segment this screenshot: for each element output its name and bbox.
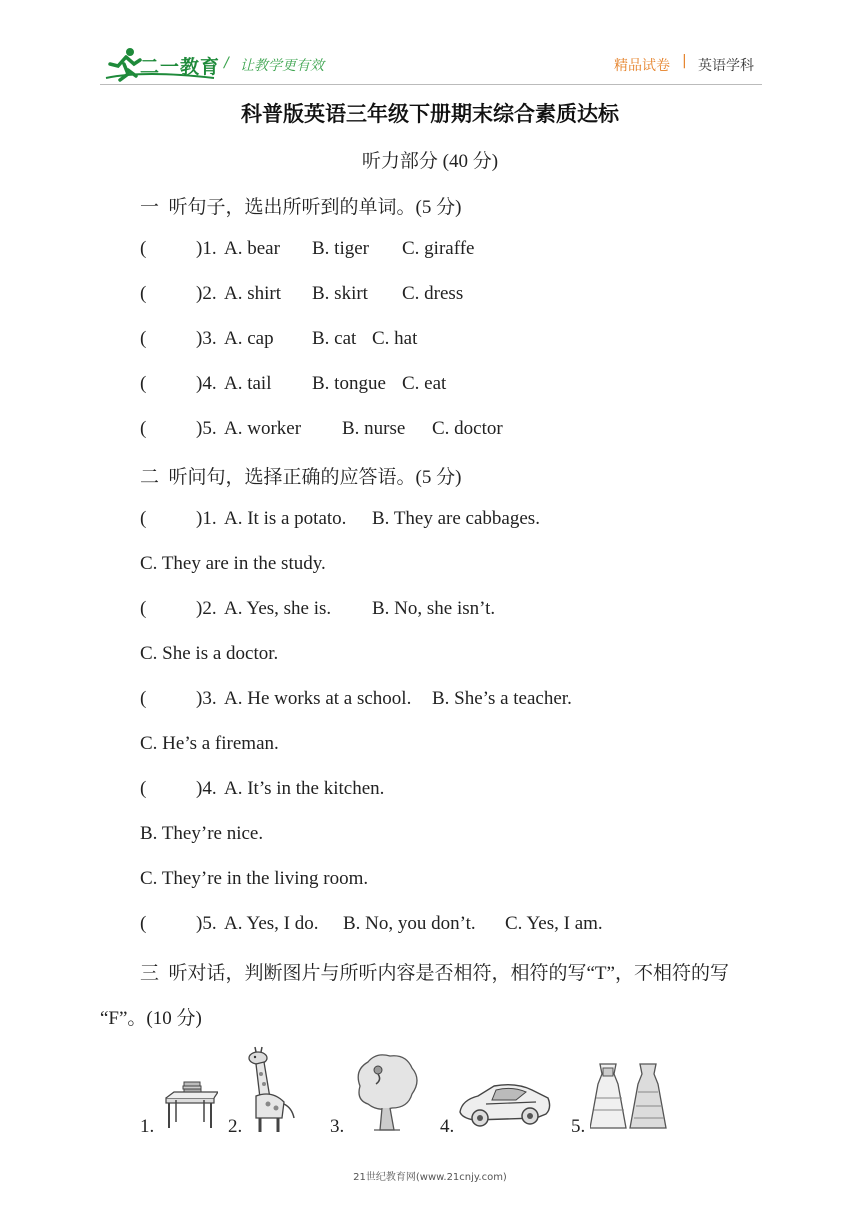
- option-a: A. worker: [224, 418, 302, 439]
- question-number: )5.: [196, 418, 217, 439]
- picture-label-5: 5.: [571, 1116, 586, 1137]
- section2-heading: 二 听问句，选择正确的应答语。(5 分): [140, 467, 462, 488]
- picture-label-3: 3.: [330, 1116, 345, 1137]
- slogan-separator: /: [224, 55, 229, 71]
- option-c: C. hat: [372, 328, 418, 349]
- section3-heading-line2: “F”。(10 分): [100, 1008, 202, 1029]
- dresses-icon: [590, 1062, 668, 1132]
- option-b: B. They’re nice.: [140, 823, 264, 844]
- question-number: )1.: [196, 508, 217, 529]
- slogan: 让教学更有效: [240, 58, 324, 74]
- option-b: B. cat: [312, 328, 357, 349]
- page-subtitle: 听力部分 (40 分): [361, 151, 499, 172]
- question-number: )3.: [196, 688, 217, 709]
- option-b: B. They are cabbages.: [372, 508, 540, 529]
- tag-premium: 精品试卷: [614, 58, 670, 74]
- option-a: A. Yes, I do.: [224, 913, 319, 934]
- option-b: B. She’s a teacher.: [432, 688, 572, 709]
- paren: (: [140, 688, 147, 709]
- option-a: A. He works at a school.: [224, 688, 412, 709]
- page-title: 科普版英语三年级下册期末综合素质达标: [241, 102, 619, 126]
- giraffe-icon: [242, 1046, 300, 1134]
- tree-with-monkey-icon: [352, 1050, 422, 1134]
- logo-text: 二一教育: [140, 56, 221, 78]
- question-number: )4.: [196, 778, 217, 799]
- option-a: A. It’s in the kitchen.: [224, 778, 385, 799]
- picture-label-1: 1.: [140, 1116, 155, 1137]
- option-c: C. He’s a fireman.: [140, 733, 279, 754]
- paren: (: [140, 328, 147, 349]
- option-c: C. eat: [402, 373, 447, 394]
- option-b: B. tongue: [312, 373, 386, 394]
- option-a: A. bear: [224, 238, 280, 259]
- picture-label-2: 2.: [228, 1116, 243, 1137]
- option-a: A. cap: [224, 328, 274, 349]
- desk-with-books-icon: [162, 1078, 218, 1130]
- option-c: C. doctor: [432, 418, 503, 439]
- option-c: C. She is a doctor.: [140, 643, 279, 664]
- question-number: )4.: [196, 373, 217, 394]
- option-a: A. It is a potato.: [224, 508, 347, 529]
- question-number: )1.: [196, 238, 217, 259]
- page-footer: 21世纪教育网(www.21cnjy.com): [353, 1172, 507, 1183]
- option-c: C. Yes, I am.: [505, 913, 603, 934]
- option-a: A. tail: [224, 373, 272, 394]
- question-number: )2.: [196, 598, 217, 619]
- paren: (: [140, 913, 147, 934]
- paren: (: [140, 598, 147, 619]
- option-a: A. shirt: [224, 283, 281, 304]
- option-c: C. dress: [402, 283, 464, 304]
- question-number: )2.: [196, 283, 217, 304]
- sports-car-icon: [456, 1078, 552, 1130]
- question-number: )5.: [196, 913, 217, 934]
- tag-subject: 英语学科: [698, 58, 754, 74]
- option-c: C. They are in the study.: [140, 553, 326, 574]
- option-b: B. skirt: [312, 283, 368, 304]
- paren: (: [140, 418, 147, 439]
- option-b: B. No, she isn’t.: [372, 598, 496, 619]
- paren: (: [140, 373, 147, 394]
- paren: (: [140, 508, 147, 529]
- option-a: A. Yes, she is.: [224, 598, 332, 619]
- option-c: C. They’re in the living room.: [140, 868, 369, 889]
- header-divider: [100, 84, 762, 85]
- page-header: [0, 0, 860, 90]
- option-b: B. No, you don’t.: [343, 913, 476, 934]
- section1-heading: 一 听句子，选出所听到的单词。(5 分): [140, 197, 462, 218]
- paren: (: [140, 238, 147, 259]
- paren: (: [140, 283, 147, 304]
- section3-heading-line1: 三 听对话，判断图片与所听内容是否相符，相符的写“T”，不相符的写: [140, 963, 729, 984]
- option-b: B. tiger: [312, 238, 369, 259]
- option-b: B. nurse: [342, 418, 406, 439]
- paren: (: [140, 778, 147, 799]
- option-c: C. giraffe: [402, 238, 475, 259]
- tag-separator: |: [682, 53, 687, 69]
- picture-label-4: 4.: [440, 1116, 455, 1137]
- question-number: )3.: [196, 328, 217, 349]
